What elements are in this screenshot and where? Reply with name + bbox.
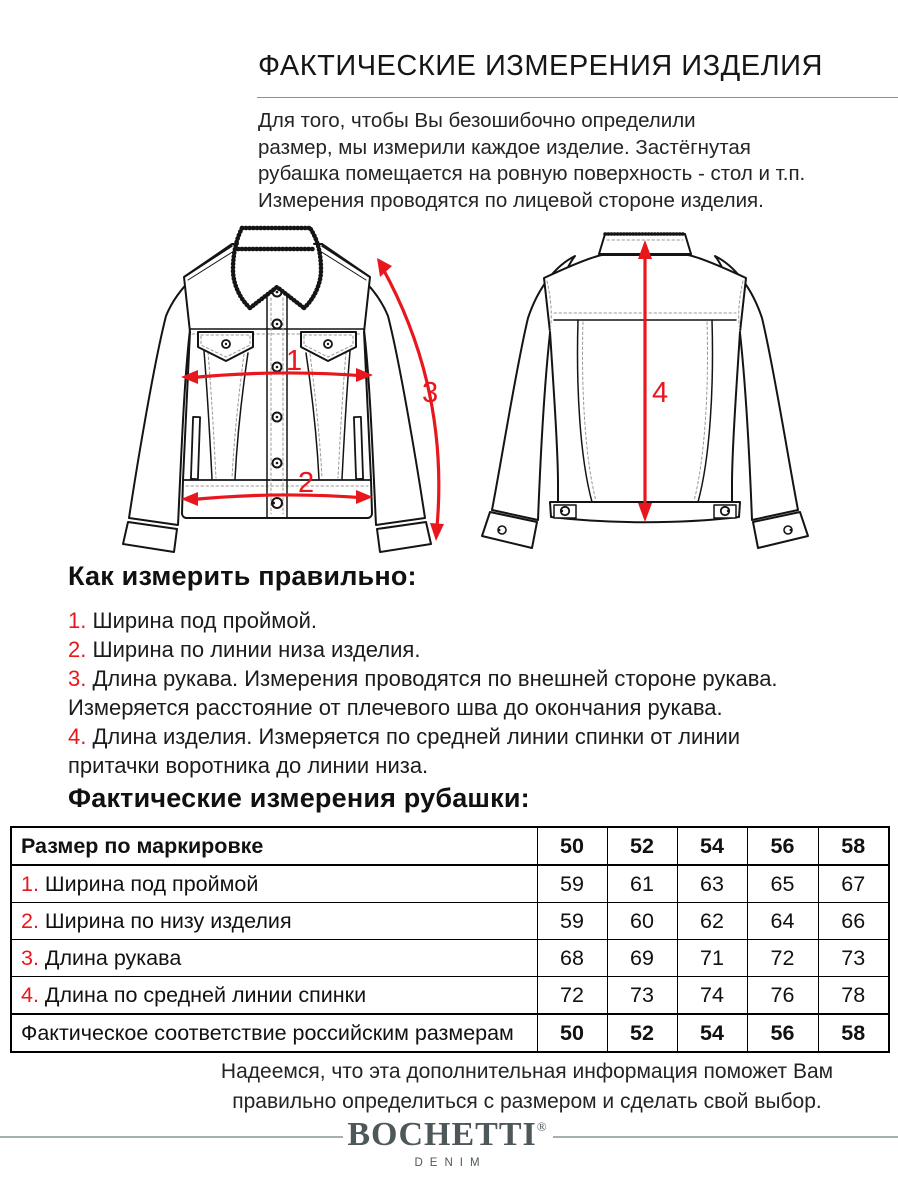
item-text: Длина рукава. Измерения проводятся по внешней стороне рукава. Измеряется расстояние от плечевого шва до окончания рукава. xyxy=(68,666,778,720)
item-text: Ширина по линии низа изделия. xyxy=(92,637,421,662)
row-label: Ширина под проймой xyxy=(44,871,259,896)
table-header-row xyxy=(11,827,889,865)
measure-label-3: 3 xyxy=(422,377,439,409)
intro-line: рубашка помещается на ровную поверхность - стол и т.п. xyxy=(258,162,806,185)
brand-divider-right xyxy=(553,1136,898,1138)
table-heading: Фактические измерения рубашки: xyxy=(68,783,530,813)
footer-note-line: правильно определиться с размером и сделать свой выбор. xyxy=(232,1089,822,1113)
header-label-cell: Размер по маркировке xyxy=(11,827,537,865)
row-number: 2. xyxy=(21,908,39,933)
value-cell: 59 xyxy=(537,865,607,903)
value-cell: 68 xyxy=(537,940,607,977)
how-to-list xyxy=(68,606,798,780)
welt-pocket-right xyxy=(354,417,363,479)
measure-label-2: 2 xyxy=(298,467,315,499)
size-cell: 56 xyxy=(747,827,818,865)
item-number: 2. xyxy=(68,637,87,662)
value-cell: 61 xyxy=(607,865,677,903)
value-cell: 54 xyxy=(677,1014,747,1052)
table-row xyxy=(11,903,889,940)
footer-note xyxy=(120,1057,898,1116)
welt-pocket-left xyxy=(191,417,200,479)
size-cell: 58 xyxy=(818,827,889,865)
item-number: 1. xyxy=(68,608,87,633)
row-label-cell xyxy=(11,977,537,1015)
value-cell: 66 xyxy=(818,903,889,940)
table-row xyxy=(11,977,889,1015)
value-cell: 73 xyxy=(818,940,889,977)
size-cell: 50 xyxy=(537,827,607,865)
registered-mark: ® xyxy=(536,1119,547,1134)
intro-line: размер, мы измерили каждое изделие. Застёгнутая xyxy=(258,135,751,159)
row-label-cell xyxy=(11,865,537,903)
how-to-heading: Как измерить правильно: xyxy=(68,561,417,591)
row-label: Длина рукава xyxy=(44,945,182,970)
table-row xyxy=(11,865,889,903)
value-cell: 76 xyxy=(747,977,818,1015)
row-number: 1. xyxy=(21,871,39,896)
row-number: 3. xyxy=(21,945,39,970)
value-cell: 59 xyxy=(537,903,607,940)
value-cell: 78 xyxy=(818,977,889,1015)
item-text: Ширина под проймой. xyxy=(92,608,318,633)
back-jacket-diagram xyxy=(480,218,820,558)
item-number: 4. xyxy=(68,724,87,749)
front-jacket-drawing xyxy=(123,228,431,552)
brand-subtitle: DENIM xyxy=(414,1157,487,1169)
intro-paragraph xyxy=(258,108,805,214)
intro-line: Измерения проводятся по лицевой стороне изделия. xyxy=(258,188,764,212)
how-to-item xyxy=(68,635,798,664)
value-cell: 62 xyxy=(677,903,747,940)
size-table xyxy=(10,826,890,1053)
value-cell: 56 xyxy=(747,1014,818,1052)
size-cell: 52 xyxy=(607,827,677,865)
size-cell: 54 xyxy=(677,827,747,865)
value-cell: 67 xyxy=(818,865,889,903)
value-cell: 69 xyxy=(607,940,677,977)
brand-logo xyxy=(347,1116,547,1154)
value-cell: 71 xyxy=(677,940,747,977)
how-to-item xyxy=(68,722,798,780)
how-to-item xyxy=(68,664,798,722)
front-jacket-diagram xyxy=(120,220,460,555)
row-label-cell: Фактическое соответствие российским размерам xyxy=(11,1014,537,1052)
brand-name: BOCHETTI xyxy=(347,1116,537,1153)
title-divider xyxy=(257,97,898,98)
value-cell: 58 xyxy=(818,1014,889,1052)
value-cell: 72 xyxy=(747,940,818,977)
table-row xyxy=(11,940,889,977)
row-label-cell xyxy=(11,903,537,940)
value-cell: 74 xyxy=(677,977,747,1015)
item-number: 3. xyxy=(68,666,87,691)
brand-divider-left xyxy=(0,1136,343,1138)
measure-label-1: 1 xyxy=(286,345,303,377)
value-cell: 50 xyxy=(537,1014,607,1052)
page-title: ФАКТИЧЕСКИЕ ИЗМЕРЕНИЯ ИЗДЕЛИЯ xyxy=(258,50,823,82)
value-cell: 52 xyxy=(607,1014,677,1052)
value-cell: 60 xyxy=(607,903,677,940)
table-row-russian-sizes xyxy=(11,1014,889,1052)
measure-label-4: 4 xyxy=(652,377,669,409)
row-label: Ширина по низу изделия xyxy=(44,908,292,933)
row-label: Длина по средней линии спинки xyxy=(44,982,367,1007)
value-cell: 63 xyxy=(677,865,747,903)
row-number: 4. xyxy=(21,982,39,1007)
value-cell: 73 xyxy=(607,977,677,1015)
how-to-item xyxy=(68,606,798,635)
value-cell: 72 xyxy=(537,977,607,1015)
intro-line: Для того, чтобы Вы безошибочно определили xyxy=(258,109,696,132)
value-cell: 65 xyxy=(747,865,818,903)
item-text: Длина изделия. Измеряется по средней линии спинки от линии притачки воротника до линии низа. xyxy=(68,724,741,778)
footer-note-line: Надеемся, что эта дополнительная информация поможет Вам xyxy=(220,1060,834,1083)
value-cell: 64 xyxy=(747,903,818,940)
row-label-cell xyxy=(11,940,537,977)
